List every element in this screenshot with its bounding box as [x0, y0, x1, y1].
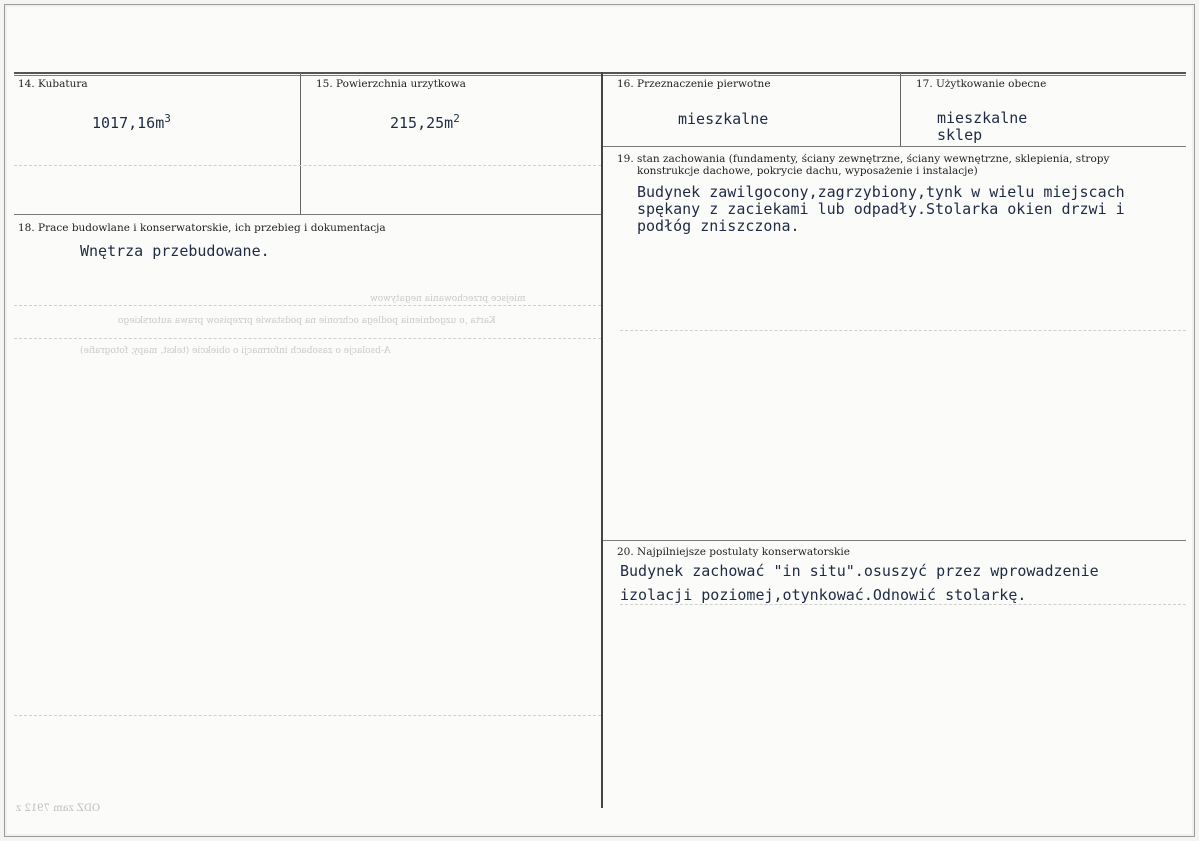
- field16-value: mieszkalne: [678, 110, 769, 128]
- field19-label-line1: 19. stan zachowania (fundamenty, ściany zewnętrzne, ściany wewnętrzne, sklepienia, stropy: [617, 153, 1110, 165]
- record-card: [4, 4, 1195, 837]
- field14-sup: 3: [164, 112, 171, 125]
- ghost-text: A-bsolacje o zasobach informacji o obiekcie (tekst, mapy, fotografie): [80, 346, 391, 356]
- field18-value: Wnętrza przebudowane.: [80, 242, 270, 260]
- field17-label: 17. Użytkowanie obecne: [916, 78, 1047, 90]
- top-rule: [14, 72, 1186, 74]
- field15-sup: 2: [453, 112, 460, 125]
- field20-line1: Budynek zachować "in situ".osuszyć przez wprowadzenie: [620, 562, 1099, 580]
- ghost-line: [14, 338, 601, 339]
- field20-line2: izolacji poziomej,otynkować.Odnowić stolarkę.: [620, 586, 1027, 604]
- field20-label: 20. Najpilniejsze postulaty konserwatorskie: [617, 546, 850, 558]
- ghost-line: [14, 165, 601, 166]
- field14-label: 14. Kubatura: [18, 78, 88, 90]
- ghost-line: [14, 305, 601, 306]
- divider-14-15: [300, 72, 301, 215]
- field19-line2: spękany z zaciekami lub odpadły.Stolarka okien drzwi i: [637, 200, 1125, 218]
- rule-under-14-15: [14, 214, 601, 215]
- rule-under-16-17: [603, 146, 1186, 147]
- field15-value: [390, 110, 460, 132]
- field15-label: 15. Powierzchnia urzytkowa: [316, 78, 466, 90]
- field19-line3: podłóg zniszczona.: [637, 217, 800, 235]
- field15-value-text: 215,25m: [390, 114, 454, 132]
- ghost-line: [620, 604, 1186, 605]
- field19-line1: Budynek zawilgocony,zagrzybiony,tynk w wielu miejscach: [637, 183, 1125, 201]
- field17-line2: sklep: [937, 126, 983, 144]
- divider-16-17: [900, 72, 901, 146]
- field17-line1: mieszkalne: [937, 109, 1028, 127]
- ghost-text: miejsce przechowania negatywow: [370, 294, 526, 304]
- field14-value: [92, 110, 171, 132]
- field14-value-text: 1017,16m: [92, 114, 165, 132]
- ghost-text: Karta ,o uzgodnienia podlega ochronie na podstawie przepisow prawa autorskiego: [118, 316, 496, 326]
- ghost-line: [14, 715, 601, 716]
- field19-label-line2: konstrukcje dachowe, pokrycie dachu, wyposażenie i instalacje): [637, 165, 978, 177]
- main-divider: [601, 72, 603, 808]
- field18-label: 18. Prace budowlane i konserwatorskie, ich przebieg i dokumentacja: [18, 222, 386, 234]
- field16-label: 16. Przeznaczenie pierwotne: [617, 78, 771, 90]
- ghost-line: [620, 330, 1186, 331]
- footer-mark: ODZ zam 7912 z: [16, 803, 101, 814]
- top-rule-under: [14, 75, 1186, 76]
- rule-above-20: [603, 540, 1186, 541]
